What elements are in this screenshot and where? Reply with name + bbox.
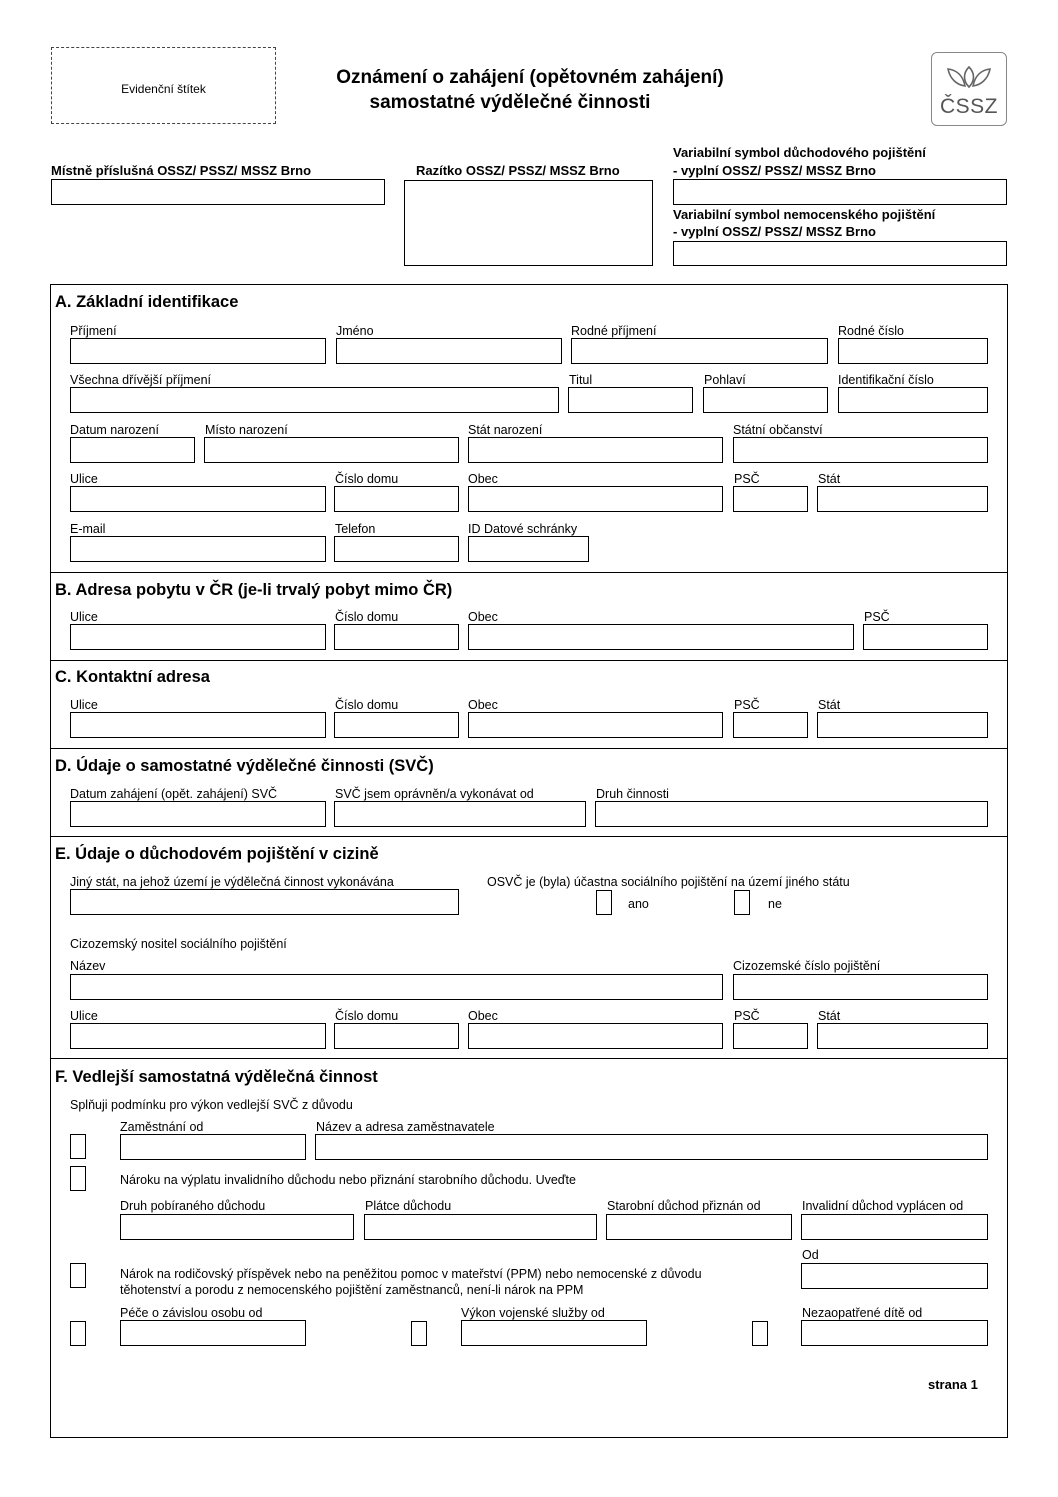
f-pension-type-label: Druh pobíraného důchodu	[120, 1199, 266, 1213]
c-house-no-field[interactable]	[334, 712, 459, 738]
birth-surname-field[interactable]	[571, 338, 828, 364]
previous-surnames-label: Všechna dřívější příjmení	[70, 373, 212, 387]
e-zip-label: PSČ	[734, 1009, 760, 1023]
e-carrier-name-field[interactable]	[70, 974, 723, 1000]
street-label: Ulice	[70, 472, 98, 486]
divider-b-c	[50, 660, 1007, 661]
f-parental-line2: těhotenství a porodu z nemocenského pojištění zaměstnanců, není-li nárok na PPM	[120, 1283, 584, 1297]
email-field[interactable]	[70, 536, 326, 562]
f-employer-label: Název a adresa zaměstnavatele	[316, 1120, 495, 1134]
divider-e-f	[50, 1058, 1007, 1059]
zip-label: PSČ	[734, 472, 760, 486]
state-label: Stát	[818, 472, 841, 486]
birth-surname-label: Rodné příjmení	[571, 324, 657, 338]
vs-sickness-label-1: Variabilní symbol nemocenského pojištění	[673, 207, 936, 222]
f-parental-checkbox[interactable]	[70, 1263, 86, 1288]
degree-field[interactable]	[568, 387, 693, 413]
e-foreign-carrier-label: Cizozemský nositel sociálního pojištění	[70, 937, 287, 951]
e-participant-no-checkbox[interactable]	[734, 890, 750, 915]
d-authorized-from-field[interactable]	[334, 801, 586, 827]
vs-sickness-field[interactable]	[673, 241, 1007, 266]
label-box-text: Evidenční štítek	[121, 82, 206, 96]
stamp-label: Razítko OSSZ/ PSSZ/ MSSZ Brno	[416, 163, 620, 178]
section-f-title: F. Vedlejší samostatná výdělečná činnost	[55, 1068, 378, 1086]
surname-field[interactable]	[70, 338, 326, 364]
e-foreign-number-label: Cizozemské číslo pojištění	[733, 959, 881, 973]
d-authorized-from-label: SVČ jsem oprávněn/a vykonávat od	[335, 787, 534, 801]
e-house-no-label: Číslo domu	[335, 1009, 399, 1023]
f-from-field[interactable]	[801, 1263, 988, 1289]
e-street-field[interactable]	[70, 1023, 326, 1049]
birth-place-label: Místo narození	[205, 423, 288, 437]
f-care-from-label: Péče o závislou osobu od	[120, 1306, 263, 1320]
divider-a-b	[50, 572, 1007, 573]
d-start-date-field[interactable]	[70, 801, 326, 827]
f-employer-field[interactable]	[315, 1134, 988, 1160]
state-field[interactable]	[817, 486, 988, 512]
d-activity-type-label: Druh činnosti	[596, 787, 669, 801]
f-military-from-label: Výkon vojenské služby od	[461, 1306, 605, 1320]
divider-c-d	[50, 748, 1007, 749]
d-start-date-label: Datum zahájení (opět. zahájení) SVČ	[70, 787, 278, 801]
section-a-title: A. Základní identifikace	[55, 293, 239, 311]
f-care-from-field[interactable]	[120, 1320, 306, 1346]
b-house-no-label: Číslo domu	[335, 610, 399, 624]
page-number: strana 1	[928, 1377, 978, 1392]
sex-label: Pohlaví	[704, 373, 746, 387]
house-no-label: Číslo domu	[335, 472, 399, 486]
birth-date-label: Datum narození	[70, 423, 159, 437]
birth-date-field[interactable]	[70, 437, 195, 463]
name-field[interactable]	[336, 338, 562, 364]
c-zip-field[interactable]	[733, 712, 808, 738]
birth-state-label: Stát narození	[468, 423, 543, 437]
surname-label: Příjmení	[70, 324, 117, 338]
city-field[interactable]	[468, 486, 723, 512]
phone-field[interactable]	[334, 536, 459, 562]
f-old-age-from-field[interactable]	[606, 1214, 792, 1240]
c-zip-label: PSČ	[734, 698, 760, 712]
phone-label: Telefon	[335, 522, 376, 536]
b-zip-label: PSČ	[864, 610, 890, 624]
section-c-title: C. Kontaktní adresa	[55, 668, 210, 686]
e-zip-field[interactable]	[733, 1023, 808, 1049]
name-label: Jméno	[336, 324, 374, 338]
f-invalidity-from-label: Invalidní důchod vyplácen od	[802, 1199, 964, 1213]
e-participant-yes-checkbox[interactable]	[596, 890, 612, 915]
e-street-label: Ulice	[70, 1009, 98, 1023]
section-d-title: D. Údaje o samostatné výdělečné činnosti (SVČ)	[55, 757, 434, 775]
form-title-line1: Oznámení o zahájení (opětovném zahájení)	[336, 67, 724, 88]
e-other-state-label: Jiný stát, na jehož území je výdělečná činnost vykonávána	[70, 875, 394, 889]
f-employment-checkbox[interactable]	[70, 1134, 86, 1159]
e-city-label: Obec	[468, 1009, 498, 1023]
data-box-label: ID Datové schránky	[468, 522, 578, 536]
b-zip-field[interactable]	[863, 624, 988, 650]
city-label: Obec	[468, 472, 498, 486]
c-house-no-label: Číslo domu	[335, 698, 399, 712]
e-state-field[interactable]	[817, 1023, 988, 1049]
sex-field[interactable]	[703, 387, 828, 413]
birth-state-field[interactable]	[468, 437, 723, 463]
c-state-field[interactable]	[817, 712, 988, 738]
leaf-logo-icon	[932, 57, 1006, 97]
stamp-field[interactable]	[404, 180, 653, 266]
c-street-field[interactable]	[70, 712, 326, 738]
street-field[interactable]	[70, 486, 326, 512]
birth-number-field[interactable]	[838, 338, 988, 364]
degree-label: Titul	[569, 373, 593, 387]
f-care-checkbox[interactable]	[70, 1321, 86, 1346]
birth-number-label: Rodné číslo	[838, 324, 905, 338]
f-pension-claim-label: Nároku na výplatu invalidního důchodu nebo přiznání starobního důchodu. Uveďte	[120, 1173, 576, 1187]
e-city-field[interactable]	[468, 1023, 723, 1049]
f-military-from-field[interactable]	[461, 1320, 647, 1346]
vs-pension-label-1: Variabilní symbol důchodového pojištění	[673, 145, 926, 160]
previous-surnames-field[interactable]	[70, 387, 559, 413]
vs-sickness-label-2: - vyplní OSSZ/ PSSZ/ MSSZ Brno	[673, 224, 876, 239]
b-street-field[interactable]	[70, 624, 326, 650]
data-box-field[interactable]	[468, 536, 589, 562]
email-label: E-mail	[70, 522, 106, 536]
section-b-title: B. Adresa pobytu v ČR (je-li trvalý pobyt mimo ČR)	[55, 581, 453, 599]
e-other-state-field[interactable]	[70, 889, 459, 915]
e-yes-label: ano	[628, 897, 649, 911]
f-pension-payer-label: Plátce důchodu	[365, 1199, 452, 1213]
f-from-label: Od	[802, 1248, 819, 1262]
form-title-line2: samostatné výdělečné činnosti	[369, 92, 651, 113]
f-old-age-from-label: Starobní důchod přiznán od	[607, 1199, 761, 1213]
b-street-label: Ulice	[70, 610, 98, 624]
c-street-label: Ulice	[70, 698, 98, 712]
e-foreign-number-field[interactable]	[733, 974, 988, 1000]
f-employment-from-label: Zaměstnání od	[120, 1120, 204, 1134]
citizenship-label: Státní občanství	[733, 423, 823, 437]
c-state-label: Stát	[818, 698, 841, 712]
f-parental-line1: Nárok na rodičovský příspěvek nebo na peněžitou pomoc v mateřství (PPM) nebo nemocenské z důvodu	[120, 1267, 702, 1281]
b-house-no-field[interactable]	[334, 624, 459, 650]
logo-text: ČSSZ	[939, 95, 998, 118]
local-office-field[interactable]	[51, 179, 385, 205]
vs-pension-label-2: - vyplní OSSZ/ PSSZ/ MSSZ Brno	[673, 163, 876, 178]
e-house-no-field[interactable]	[334, 1023, 459, 1049]
f-conditions-label: Splňuji podmínku pro výkon vedlejší SVČ z důvodu	[70, 1098, 353, 1112]
f-child-from-field[interactable]	[801, 1320, 988, 1346]
f-child-checkbox[interactable]	[752, 1321, 768, 1346]
c-city-label: Obec	[468, 698, 498, 712]
birth-place-field[interactable]	[204, 437, 459, 463]
zip-field[interactable]	[733, 486, 808, 512]
e-no-label: ne	[768, 897, 782, 911]
divider-d-e	[50, 836, 1007, 837]
e-participant-label: OSVČ je (byla) účastna sociálního pojištění na území jiného státu	[487, 875, 850, 889]
f-military-checkbox[interactable]	[411, 1321, 427, 1346]
f-child-from-label: Nezaopatřené dítě od	[802, 1306, 923, 1320]
f-pension-checkbox[interactable]	[70, 1166, 86, 1191]
section-e-title: E. Údaje o důchodovém pojištění v cizině	[55, 845, 379, 863]
d-activity-type-field[interactable]	[595, 801, 988, 827]
e-carrier-name-label: Název	[70, 959, 106, 973]
f-pension-payer-field[interactable]	[364, 1214, 597, 1240]
b-city-field[interactable]	[468, 624, 854, 650]
id-number-field[interactable]	[838, 387, 988, 413]
f-pension-type-field[interactable]	[120, 1214, 354, 1240]
e-state-label: Stát	[818, 1009, 841, 1023]
house-no-field[interactable]	[334, 486, 459, 512]
f-employment-from-field[interactable]	[120, 1134, 306, 1160]
citizenship-field[interactable]	[733, 437, 988, 463]
c-city-field[interactable]	[468, 712, 723, 738]
id-number-label: Identifikační číslo	[838, 373, 934, 387]
local-office-label: Místně příslušná OSSZ/ PSSZ/ MSSZ Brno	[51, 163, 312, 178]
vs-pension-field[interactable]	[673, 179, 1007, 205]
f-invalidity-from-field[interactable]	[801, 1214, 988, 1240]
cssz-logo	[931, 52, 1007, 126]
b-city-label: Obec	[468, 610, 498, 624]
